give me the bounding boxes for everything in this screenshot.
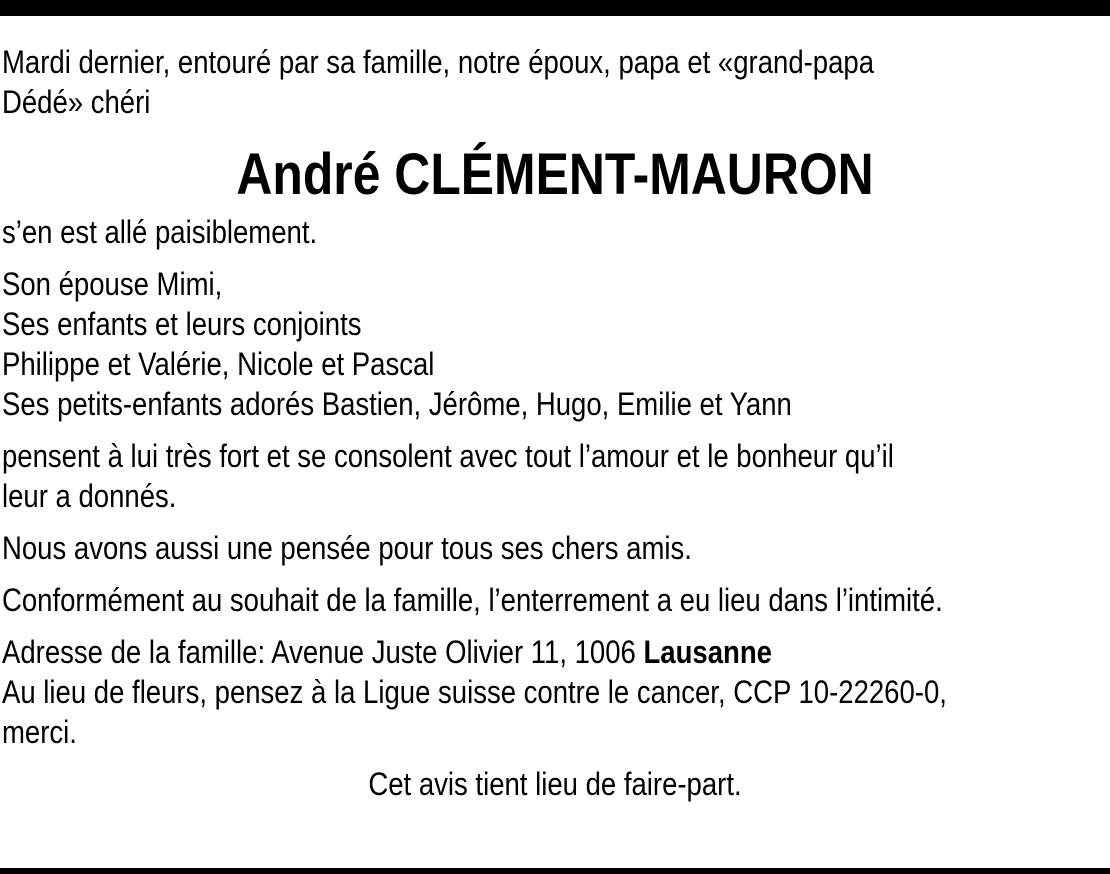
thoughts-line-2: leur a donnés. bbox=[2, 478, 177, 514]
family-line-children: Ses enfants et leurs conjoints bbox=[2, 306, 362, 342]
closing-line: Cet avis tient lieu de faire-part. bbox=[368, 766, 742, 802]
address-city: Lausanne bbox=[643, 634, 772, 670]
donation-line-1: Au lieu de fleurs, pensez à la Ligue suisse contre le cancer, CCP 10-22260-0, bbox=[2, 674, 947, 710]
bottom-rule bbox=[0, 868, 1110, 874]
deceased-name: André CLÉMENT-MAURON bbox=[236, 142, 874, 207]
address-text: Adresse de la famille: Avenue Juste Olivier 11, 1006 bbox=[2, 634, 644, 670]
passed-line: s’en est allé paisiblement. bbox=[2, 214, 318, 250]
family-line-spouse: Son épouse Mimi, bbox=[2, 266, 223, 302]
donation-line-2: merci. bbox=[2, 714, 77, 750]
family-line-grandchildren: Ses petits-enfants adorés Bastien, Jérôme, Hugo, Emilie et Yann bbox=[2, 386, 792, 422]
family-line-children-names: Philippe et Valérie, Nicole et Pascal bbox=[2, 346, 435, 382]
intro-line-2: Dédé» chéri bbox=[2, 84, 151, 120]
friends-line: Nous avons aussi une pensée pour tous ses chers amis. bbox=[2, 530, 692, 566]
top-rule bbox=[0, 0, 1110, 16]
death-notice bbox=[2, 42, 1108, 804]
intro-line-1: Mardi dernier, entouré par sa famille, notre époux, papa et «grand-papa bbox=[2, 44, 875, 80]
address-line bbox=[2, 632, 953, 672]
burial-line: Conformément au souhait de la famille, l’enterrement a eu lieu dans l’intimité. bbox=[2, 582, 943, 618]
thoughts-line-1: pensent à lui très fort et se consolent avec tout l’amour et le bonheur qu’il bbox=[2, 438, 894, 474]
